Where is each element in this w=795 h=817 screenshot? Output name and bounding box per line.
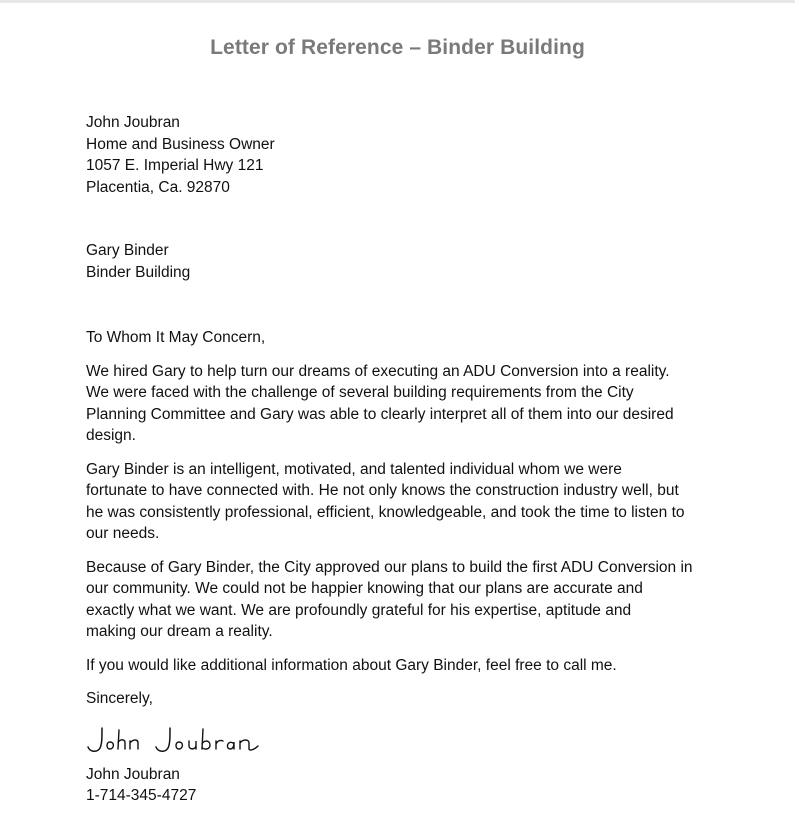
paragraph-line: design. [86, 427, 136, 444]
paragraph-line: our community. We could not be happier knowing that our plans are accurate and [86, 580, 643, 597]
sender-address-line2: Placentia, Ca. 92870 [86, 178, 230, 196]
paragraph-line: We were faced with the challenge of several building requirements from the City [86, 384, 634, 401]
paragraph-line: exactly what we want. We are profoundly grateful for his expertise, aptitude and [86, 601, 632, 619]
paragraph-line: Because of Gary Binder, the City approved our plans to build the first ADU Conversion in [86, 558, 693, 576]
paragraph-line: Gary Binder is an intelligent, motivated, and talented individual whom we were [86, 460, 622, 478]
paragraph-line: fortunate to have connected with. He not only knows the construction industry well, but [86, 482, 679, 499]
top-border [0, 0, 795, 3]
salutation: To Whom It May Concern, [86, 329, 266, 346]
paragraph-line: Planning Committee and Gary was able to clearly interpret all of them into our desired [86, 405, 674, 423]
paragraph-3 [86, 557, 726, 643]
paragraph-line: making our dream a reality. [86, 623, 273, 640]
paragraph-4 [86, 655, 726, 677]
signoff-phone: 1-714-345-4727 [86, 787, 197, 804]
recipient-name: Gary Binder [86, 242, 169, 259]
recipient-address [86, 240, 726, 283]
handwritten-signature [86, 720, 726, 760]
sender-address-line1: 1057 E. Imperial Hwy 121 [86, 157, 264, 174]
signoff [86, 764, 726, 807]
sender-name: John Joubran [86, 114, 180, 131]
sender-role: Home and Business Owner [86, 135, 275, 153]
page-title: Letter of Reference – Binder Building [210, 36, 585, 59]
spacer [86, 283, 726, 327]
paragraph-2 [86, 459, 726, 545]
sender-address [86, 112, 726, 198]
paragraph-line: We hired Gary to help turn our dreams of executing an ADU Conversion into a reality. [86, 362, 670, 380]
closing: Sincerely, [86, 690, 153, 707]
spacer [86, 198, 726, 240]
paragraph-line: our needs. [86, 525, 160, 542]
paragraph-1 [86, 361, 726, 447]
signature-image [86, 720, 306, 760]
paragraph-line: he was consistently professional, efficient, knowledgeable, and took the time to listen to [86, 503, 685, 521]
paragraph-line: If you would like additional information about Gary Binder, feel free to call me. [86, 656, 617, 674]
signoff-name: John Joubran [86, 765, 180, 783]
letter-body [86, 112, 726, 807]
recipient-company: Binder Building [86, 263, 191, 281]
